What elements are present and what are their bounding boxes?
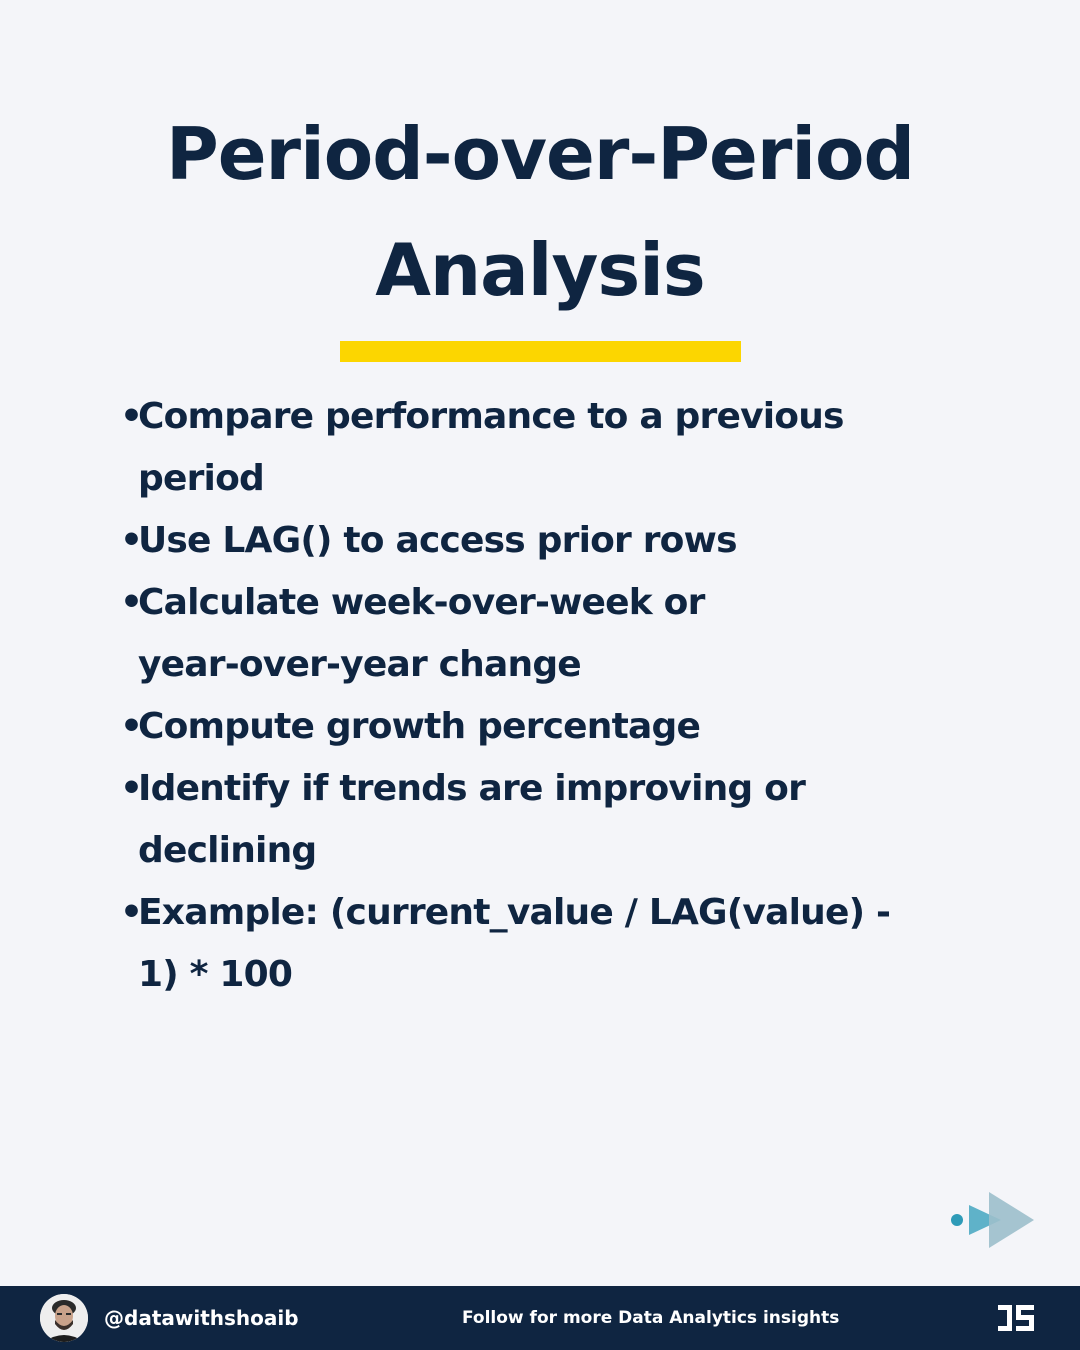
bullet-text-line: Use LAG() to access prior rows <box>138 520 737 561</box>
bullet-item <box>120 510 940 572</box>
next-arrow-graphic <box>948 1190 1038 1250</box>
brand-logo-graphic <box>996 1303 1036 1333</box>
bullet-item <box>120 758 940 882</box>
title-underline <box>340 341 741 362</box>
bullet-marker: • <box>120 582 143 623</box>
bullet-text-line: Example: (current_value / LAG(value) - <box>138 892 891 933</box>
bullet-item <box>120 696 940 758</box>
bullet-text-line: 1) * 100 <box>138 954 293 995</box>
slide-title-line-1: Period-over-Period <box>165 112 915 196</box>
nav-arrow-back <box>989 1192 1034 1248</box>
bullet-marker: • <box>120 892 143 933</box>
avatar-photo-icon <box>40 1294 88 1342</box>
bullet-item <box>120 386 940 510</box>
bullet-text-line: Identify if trends are improving or <box>138 768 806 809</box>
slide-title-line-2: Analysis <box>375 228 705 312</box>
bullet-item <box>120 882 940 1006</box>
bullet-text-line: Calculate week-over-week or <box>138 582 705 623</box>
bullet-list <box>120 386 940 1006</box>
brand-logo-icon <box>996 1303 1036 1333</box>
avatar[interactable] <box>40 1294 88 1342</box>
next-arrow-icon[interactable] <box>948 1190 1038 1250</box>
bullet-text-line: period <box>138 458 264 499</box>
bullet-text-line: declining <box>138 830 317 871</box>
bullet-text-line: Compare performance to a previous <box>138 396 844 437</box>
nav-dot <box>951 1214 963 1226</box>
bullet-marker: • <box>120 706 143 747</box>
bullet-marker: • <box>120 396 143 437</box>
bullet-marker: • <box>120 520 143 561</box>
bullet-marker: • <box>120 768 143 809</box>
bullet-text-line: Compute growth percentage <box>138 706 701 747</box>
bullet-item <box>120 572 940 696</box>
bullet-text-line: year-over-year change <box>138 644 581 685</box>
footer-bar <box>0 1286 1080 1350</box>
profile-handle[interactable]: @datawithshoaib <box>104 1306 299 1330</box>
slide-title <box>0 96 1080 328</box>
follow-cta: Follow for more Data Analytics insights <box>462 1308 840 1328</box>
